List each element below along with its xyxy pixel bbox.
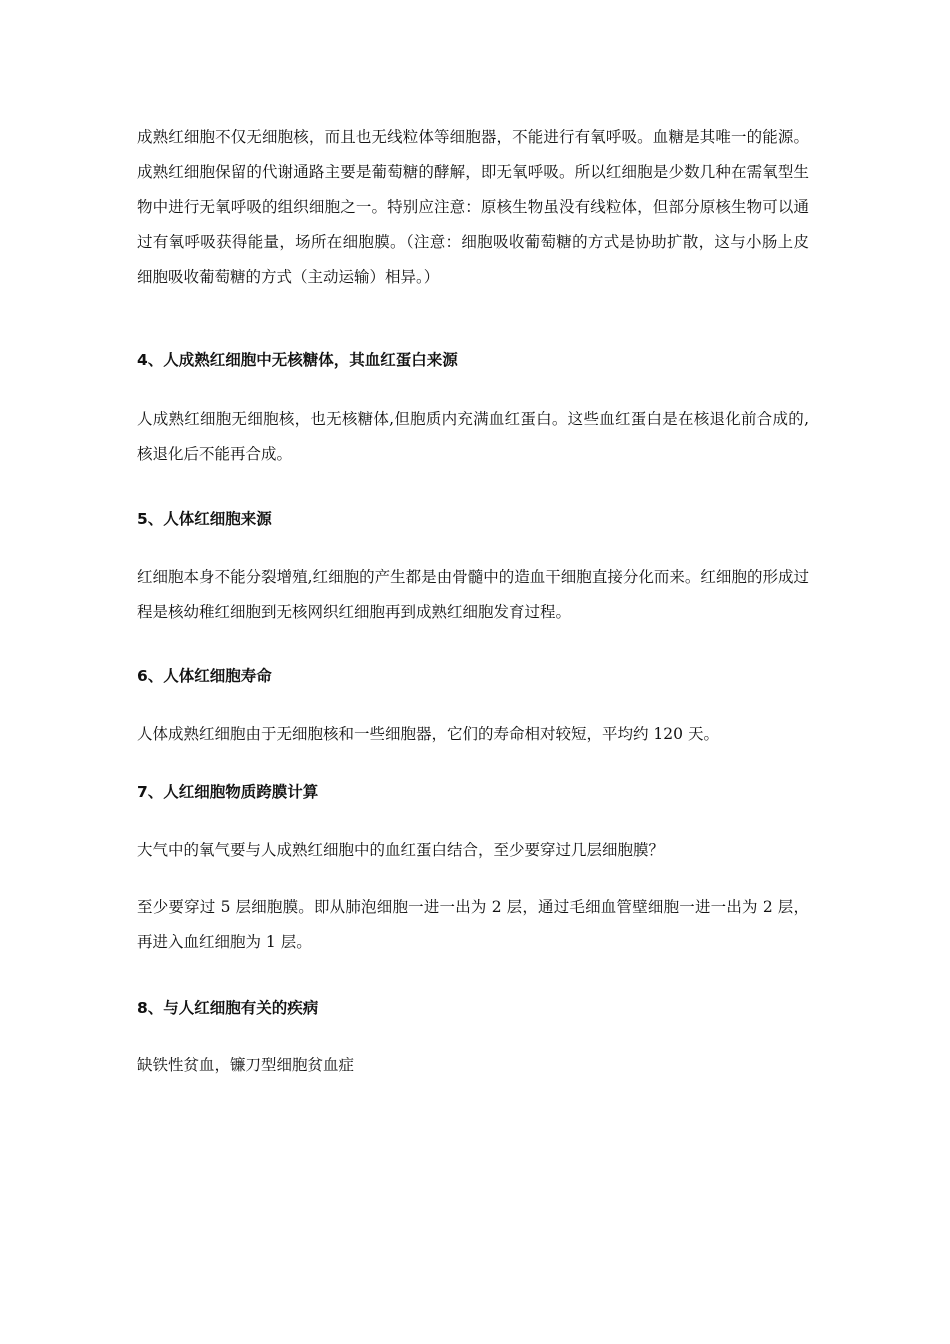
section-5-text: 红细胞本身不能分裂增殖,红细胞的产生都是由骨髓中的造血干细胞直接分化而来。红细胞的形成过程是核幼稚红细胞到无核网织红细胞再到成熟红细胞发育过程。 (137, 568, 809, 621)
section-8-text: 缺铁性贫血，镰刀型细胞贫血症 (137, 1056, 355, 1074)
section-6-heading: 6、人体红细胞寿命 (137, 667, 272, 685)
intro-paragraph: 成熟红细胞不仅无细胞核，而且也无线粒体等细胞器，不能进行有氧呼吸。血糖是其唯一的能源。成熟红细胞保留的代谢通路主要是葡萄糖的酵解，即无氧呼吸。所以红细胞是少数几种在需氧型生物中进行无氧呼吸的组织细胞之一。特别应注意：原核生物虽没有线粒体，但部分原核生物可以通过有氧呼吸获得能量，场所在细胞膜。（注意：细胞吸收葡萄糖的方式是协助扩散，这与小肠上皮细胞吸收葡萄糖的方式（主动运输）相异。） (137, 128, 809, 286)
section-7-answer: 至少要穿过 5 层细胞膜。即从肺泡细胞一进一出为 2 层，通过毛细血管壁细胞一进一出为 2 层，再进入血红细胞为 1 层。 (137, 898, 809, 951)
section-7-question: 大气中的氧气要与人成熟红细胞中的血红蛋白结合，至少要穿过几层细胞膜？ (137, 841, 665, 859)
section-8-heading: 8、与人红细胞有关的疾病 (137, 999, 319, 1017)
section-5-heading: 5、人体红细胞来源 (137, 510, 272, 528)
section-6-text: 人体成熟红细胞由于无细胞核和一些细胞器，它们的寿命相对较短，平均约 120 天。 (137, 725, 719, 743)
section-4-heading: 4、人成熟红细胞中无核糖体，其血红蛋白来源 (137, 351, 458, 369)
section-4-text: 人成熟红细胞无细胞核，也无核糖体,但胞质内充满血红蛋白。这些血红蛋白是在核退化前合成的,核退化后不能再合成。 (137, 410, 809, 463)
section-7-heading: 7、人红细胞物质跨膜计算 (137, 783, 319, 801)
